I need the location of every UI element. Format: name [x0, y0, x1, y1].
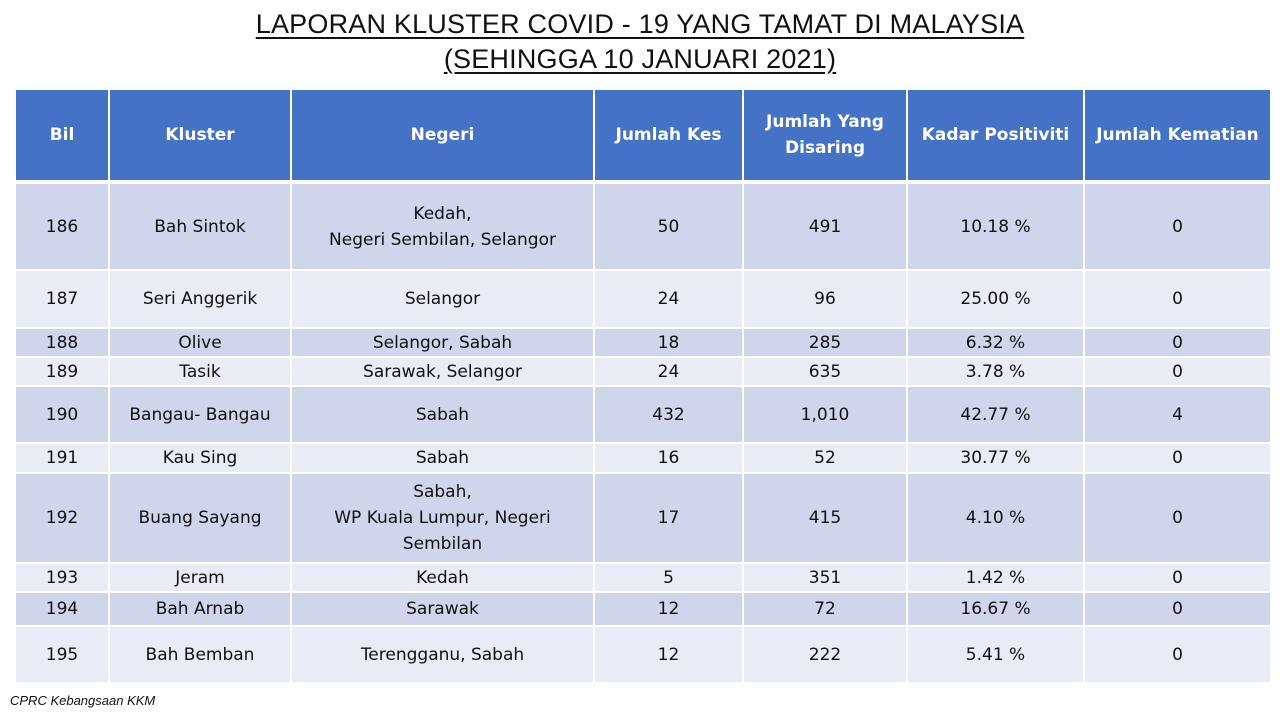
- cell-kluster: Bah Arnab: [109, 592, 291, 626]
- cell-negeri-line: Sabah,: [413, 482, 472, 502]
- cell-bil: 194: [15, 592, 109, 626]
- header-kadar-positiviti: Kadar Positiviti: [907, 89, 1084, 182]
- cell-bil: 186: [15, 182, 109, 270]
- cell-jumlah-disaring: 491: [743, 182, 907, 270]
- cell-negeri: [291, 270, 594, 328]
- cell-kadar-positiviti: 42.77 %: [907, 386, 1084, 443]
- cell-negeri-line: Selangor, Sabah: [372, 332, 513, 353]
- cell-jumlah-kes: 12: [594, 592, 743, 626]
- cell-jumlah-disaring: 1,010: [743, 386, 907, 443]
- cell-bil: 187: [15, 270, 109, 328]
- cell-jumlah-kematian: 0: [1084, 328, 1271, 357]
- table-row: [15, 473, 1271, 563]
- table-row: [15, 626, 1271, 683]
- cell-kluster: Seri Anggerik: [109, 270, 291, 328]
- cell-kadar-positiviti: 10.18 %: [907, 182, 1084, 270]
- table-body: [15, 182, 1271, 683]
- cell-jumlah-kes: 16: [594, 443, 743, 473]
- header-jumlah-disaring: [743, 89, 907, 182]
- cell-negeri: [291, 563, 594, 592]
- cell-negeri: [291, 357, 594, 386]
- cell-kadar-positiviti: 4.10 %: [907, 473, 1084, 563]
- cell-negeri-line: Kedah,: [413, 203, 472, 224]
- cell-negeri-line: Sarawak, Selangor: [363, 361, 522, 382]
- cell-jumlah-disaring: 222: [743, 626, 907, 683]
- cell-negeri: [291, 626, 594, 683]
- header-jumlah-kematian: Jumlah Kematian: [1084, 89, 1271, 182]
- cell-negeri: [291, 386, 594, 443]
- header-bil: Bil: [15, 89, 109, 182]
- cell-jumlah-kematian: 0: [1084, 182, 1271, 270]
- cell-negeri: [291, 182, 594, 270]
- cell-kadar-positiviti: 30.77 %: [907, 443, 1084, 473]
- cell-jumlah-kematian: 0: [1084, 626, 1271, 683]
- cell-negeri-line: Kedah: [416, 567, 469, 588]
- cell-negeri-line: Sembilan: [402, 534, 483, 554]
- header-jumlah-disaring-line2: Disaring: [784, 138, 865, 158]
- cell-kadar-positiviti: 6.32 %: [907, 328, 1084, 357]
- table-row: [15, 443, 1271, 473]
- cell-negeri: [291, 328, 594, 357]
- report-subtitle: (SEHINGGA 10 JANUARI 2021): [443, 44, 837, 74]
- cell-kluster: Kau Sing: [109, 443, 291, 473]
- table-row: [15, 592, 1271, 626]
- header-negeri: Negeri: [291, 89, 594, 182]
- cell-negeri-line: Sarawak: [406, 599, 479, 619]
- cell-jumlah-disaring: 52: [743, 443, 907, 473]
- cell-kluster: Jeram: [109, 563, 291, 592]
- table-row: [15, 357, 1271, 386]
- cell-jumlah-kematian: 4: [1084, 386, 1271, 443]
- cell-kluster: Bangau- Bangau: [109, 386, 291, 443]
- cell-kadar-positiviti: 1.42 %: [907, 563, 1084, 592]
- cell-jumlah-kes: 50: [594, 182, 743, 270]
- header-jumlah-kes: Jumlah Kes: [594, 89, 743, 182]
- cell-kluster: Tasik: [109, 357, 291, 386]
- cell-kadar-positiviti: 5.41 %: [907, 626, 1084, 683]
- header-jumlah-disaring-line1: Jumlah Yang: [766, 112, 884, 132]
- cell-bil: 195: [15, 626, 109, 683]
- cell-jumlah-kematian: 0: [1084, 357, 1271, 386]
- cell-jumlah-disaring: 72: [743, 592, 907, 626]
- cluster-table: [14, 88, 1272, 684]
- cell-kadar-positiviti: 3.78 %: [907, 357, 1084, 386]
- table-row: [15, 182, 1271, 270]
- cell-bil: 192: [15, 473, 109, 563]
- cell-negeri-line: Sabah: [415, 448, 470, 468]
- cell-jumlah-kematian: 0: [1084, 592, 1271, 626]
- cell-bil: 191: [15, 443, 109, 473]
- cell-jumlah-kes: 12: [594, 626, 743, 683]
- cell-negeri-line: Negeri Sembilan, Selangor: [329, 229, 556, 250]
- cell-jumlah-kes: 432: [594, 386, 743, 443]
- cell-jumlah-disaring: 285: [743, 328, 907, 357]
- cell-negeri: [291, 473, 594, 563]
- cell-bil: 188: [15, 328, 109, 357]
- table-row: [15, 563, 1271, 592]
- cell-jumlah-kes: 5: [594, 563, 743, 592]
- cell-negeri-line: Selangor: [404, 289, 481, 309]
- cell-negeri-line: Terengganu, Sabah: [360, 644, 525, 665]
- table-row: [15, 328, 1271, 357]
- cell-negeri: [291, 443, 594, 473]
- report-title: LAPORAN KLUSTER COVID - 19 YANG TAMAT DI MALAYSIA: [255, 9, 1025, 39]
- table-row: [15, 386, 1271, 443]
- cell-kadar-positiviti: 25.00 %: [907, 270, 1084, 328]
- footer-source: CPRC Kebangsaan KKM: [10, 693, 156, 708]
- cell-jumlah-kes: 17: [594, 473, 743, 563]
- cell-jumlah-kes: 18: [594, 328, 743, 357]
- cell-kadar-positiviti: 16.67 %: [907, 592, 1084, 626]
- cell-kluster: Bah Bemban: [109, 626, 291, 683]
- cell-jumlah-disaring: 351: [743, 563, 907, 592]
- cell-bil: 193: [15, 563, 109, 592]
- cell-jumlah-disaring: 415: [743, 473, 907, 563]
- cell-negeri-line: WP Kuala Lumpur, Negeri: [334, 508, 551, 528]
- cell-jumlah-kes: 24: [594, 270, 743, 328]
- cell-jumlah-kematian: 0: [1084, 270, 1271, 328]
- cell-jumlah-kematian: 0: [1084, 473, 1271, 563]
- cell-bil: 190: [15, 386, 109, 443]
- cell-jumlah-kes: 24: [594, 357, 743, 386]
- cell-kluster: Buang Sayang: [109, 473, 291, 563]
- table-row: [15, 270, 1271, 328]
- cell-jumlah-kematian: 0: [1084, 443, 1271, 473]
- cell-bil: 189: [15, 357, 109, 386]
- cell-negeri: [291, 592, 594, 626]
- header-kluster: Kluster: [109, 89, 291, 182]
- table-header-row: [15, 89, 1271, 182]
- cell-jumlah-kematian: 0: [1084, 563, 1271, 592]
- cell-kluster: Olive: [109, 328, 291, 357]
- cell-jumlah-disaring: 635: [743, 357, 907, 386]
- cell-negeri-line: Sabah: [415, 404, 470, 425]
- cell-kluster: Bah Sintok: [109, 182, 291, 270]
- cell-jumlah-disaring: 96: [743, 270, 907, 328]
